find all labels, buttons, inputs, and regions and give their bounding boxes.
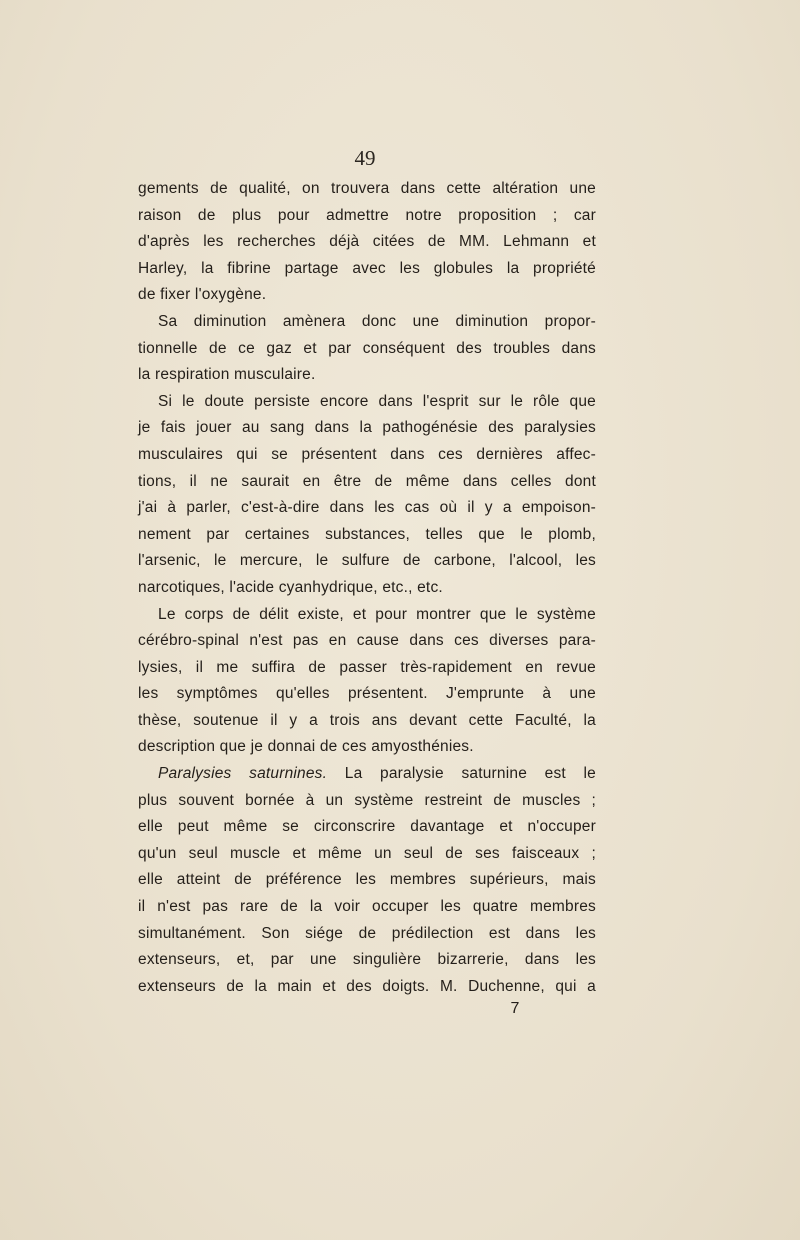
text-line: je fais jouer au sang dans la pathogénésie des paralysies xyxy=(138,419,596,437)
text-line: plus souvent bornée à un système restreint de muscles ; xyxy=(138,791,596,809)
text-line: tionnelle de ce gaz et par conséquent des troubles dans xyxy=(138,339,596,357)
text-line: la respiration musculaire. xyxy=(138,366,316,384)
text-line: il n'est pas rare de la voir occuper les quatre membres xyxy=(138,898,596,916)
text-line: j'ai à parler, c'est-à-dire dans les cas où il y a empoison- xyxy=(138,499,596,517)
text-line: Sa diminution amènera donc une diminution propor- xyxy=(158,312,596,330)
text-line: narcotiques, l'acide cyanhydrique, etc., etc. xyxy=(138,578,443,596)
text-line: l'arsenic, le mercure, le sulfure de carbone, l'alcool, les xyxy=(138,552,596,570)
text-line: nement par certaines substances, telles que le plomb, xyxy=(138,525,596,543)
section-heading: Paralysies saturnines. xyxy=(158,765,328,783)
text-line: simultanément. Son siége de prédilection est dans les xyxy=(138,924,596,942)
text-line: elle atteint de préférence les membres supérieurs, mais xyxy=(138,871,596,889)
text-line: cérébro-spinal n'est pas en cause dans ces diverses para- xyxy=(138,632,596,650)
text-line: les symptômes qu'elles présentent. J'emprunte à une xyxy=(138,685,596,703)
section-heading-line xyxy=(138,761,596,788)
text-line: extenseurs de la main et des doigts. M. Duchenne, qui a xyxy=(138,977,596,995)
text-line: description que je donnai de ces amyosthénies. xyxy=(138,738,474,756)
text-line: Harley, la fibrine partage avec les globules la propriété xyxy=(138,259,596,277)
text-line: musculaires qui se présentent dans ces dernières affec- xyxy=(138,445,596,463)
body-text xyxy=(138,176,596,1000)
text-line: thèse, soutenue il y a trois ans devant cette Faculté, la xyxy=(138,711,596,729)
page-number: 49 xyxy=(354,146,376,170)
text-line: tions, il ne saurait en être de même dans celles dont xyxy=(138,472,596,490)
text-line: qu'un seul muscle et même un seul de ses faisceaux ; xyxy=(138,844,596,862)
section-heading-rest: La paralysie saturnine est le xyxy=(327,765,596,783)
text-line: de fixer l'oxygène. xyxy=(138,286,267,304)
text-line: Si le doute persiste encore dans l'esprit sur le rôle que xyxy=(158,392,596,410)
text-line: extenseurs, et, par une singulière bizarrerie, dans les xyxy=(138,951,596,969)
text-line: elle peut même se circonscrire davantage et n'occuper xyxy=(138,818,596,836)
signature-mark: 7 xyxy=(510,1000,520,1017)
text-line: gements de qualité, on trouvera dans cette altération une xyxy=(138,180,596,197)
text-line: lysies, il me suffira de passer très-rapidement en revue xyxy=(138,658,596,676)
text-line: raison de plus pour admettre notre proposition ; car xyxy=(138,206,596,224)
text-line: Le corps de délit existe, et pour montrer que le système xyxy=(158,605,596,623)
text-line: d'après les recherches déjà citées de MM. Lehmann et xyxy=(138,233,596,251)
